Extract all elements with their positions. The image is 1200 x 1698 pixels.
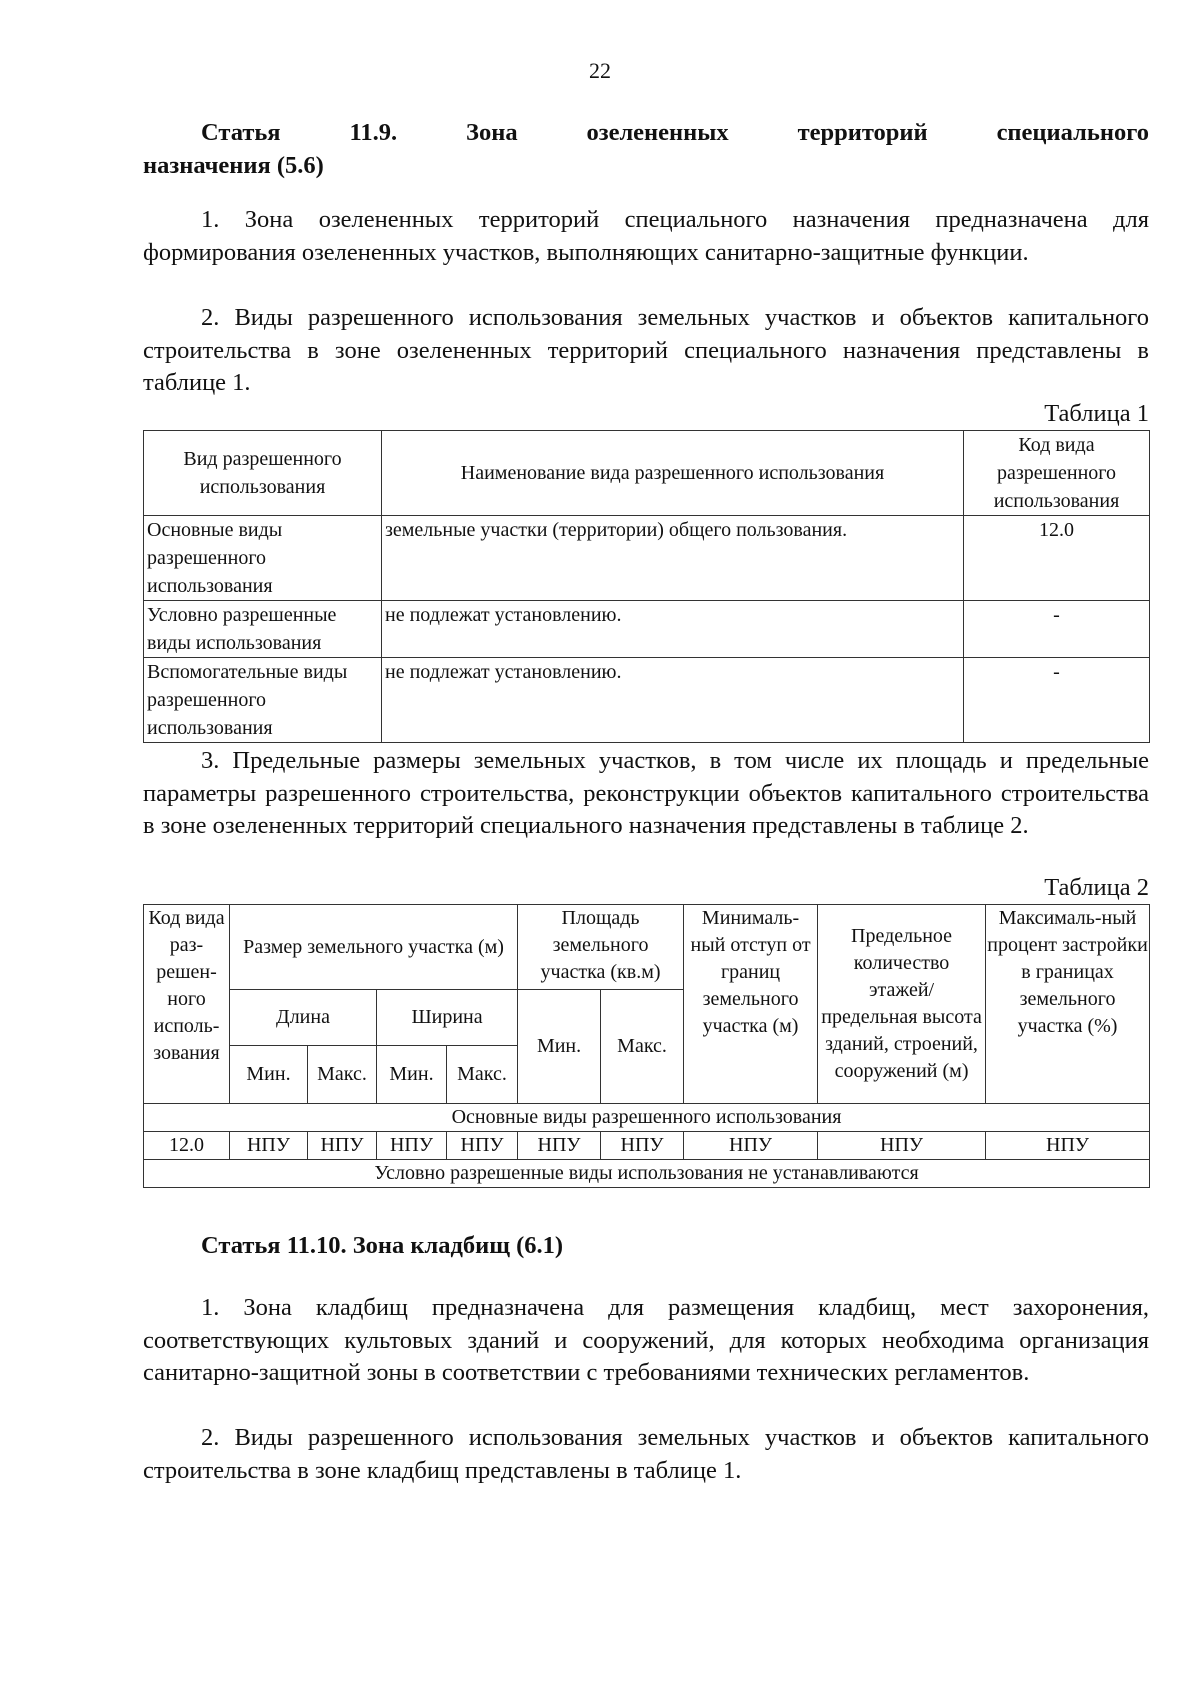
table-header-row <box>144 905 1150 990</box>
title-word: 11.9. <box>349 119 398 146</box>
table-cell: НПУ <box>447 1132 518 1160</box>
table-cell: НПУ <box>230 1132 308 1160</box>
article-11-9-paragraph-1: 1. Зона озелененных территорий специального назначения предназначена для формирования озелененных участков, выполняющих санитарно-защитные функции. <box>143 206 1149 266</box>
table-cell: - <box>964 658 1150 743</box>
table-cell: НПУ <box>377 1132 447 1160</box>
table-cell: НПУ <box>684 1132 818 1160</box>
table-cell: 12.0 <box>964 516 1150 601</box>
table-cell: НПУ <box>601 1132 684 1160</box>
header-cell: Мин. <box>377 1046 447 1104</box>
table-cell: 12.0 <box>144 1132 230 1160</box>
header-cell: Предельное количество этажей/ предельная высота зданий, строений, сооружений (м) <box>818 905 986 1104</box>
header-cell: Вид разрешенного использования <box>144 431 382 516</box>
header-cell: Макс. <box>601 990 684 1104</box>
header-cell: Наименование вида разрешенного использования <box>382 431 964 516</box>
header-cell: Мин. <box>518 990 601 1104</box>
table-header-row <box>144 431 1150 516</box>
header-cell: Длина <box>230 990 377 1046</box>
article-11-10-title: Статья 11.10. Зона кладбищ (6.1) <box>201 1232 564 1259</box>
header-cell: Макс. <box>308 1046 377 1104</box>
title-word: территорий <box>797 119 928 146</box>
table-cell: НПУ <box>518 1132 601 1160</box>
header-cell: Код вида раз-решен-ного исполь-зования <box>144 905 230 1104</box>
title-word: Зона <box>466 119 518 146</box>
table-section-row <box>144 1160 1150 1188</box>
header-cell: Мин. <box>230 1046 308 1104</box>
article-11-10-paragraph-2: 2. Виды разрешенного использования земельных участков и объектов капитального строительства в зоне кладбищ представлены в таблице 1. <box>143 1424 1149 1484</box>
table-1-caption: Таблица 1 <box>1044 400 1149 427</box>
table-cell: - <box>964 601 1150 658</box>
header-cell: Макс. <box>447 1046 518 1104</box>
title-word: Статья <box>201 119 281 146</box>
article-11-9-paragraph-3: 3. Предельные размеры земельных участков, в том числе их площадь и предельные параметры разрешенного строительства, реконструкции объектов капитального строительства в зоне озелененных территорий специального назначения представлены в таблице 2. <box>143 747 1149 839</box>
table-row <box>144 601 1150 658</box>
header-cell: Максималь-ный процент застройки в границах земельного участка (%) <box>986 905 1150 1104</box>
table-row <box>144 516 1150 601</box>
table-2 <box>143 904 1150 1188</box>
table-cell: земельные участки (территории) общего пользования. <box>382 516 964 601</box>
article-11-9-title <box>143 116 1149 182</box>
page-number: 22 <box>589 58 611 83</box>
table-1 <box>143 430 1150 743</box>
header-cell: Ширина <box>377 990 518 1046</box>
table-cell: НПУ <box>986 1132 1150 1160</box>
table-cell: Вспомогательные виды разрешенного использования <box>144 658 382 743</box>
title-line-2: назначения (5.6) <box>143 152 324 179</box>
section-cell: Условно разрешенные виды использования не устанавливаются <box>144 1160 1150 1188</box>
table-cell: НПУ <box>308 1132 377 1160</box>
title-word: специального <box>996 119 1149 146</box>
header-cell: Код вида разрешенного использования <box>964 431 1150 516</box>
table-cell: НПУ <box>818 1132 986 1160</box>
table-cell: Условно разрешенные виды использования <box>144 601 382 658</box>
table-cell: не подлежат установлению. <box>382 601 964 658</box>
header-cell: Размер земельного участка (м) <box>230 905 518 990</box>
table-cell: Основные виды разрешенного использования <box>144 516 382 601</box>
table-section-row <box>144 1104 1150 1132</box>
table-2-caption: Таблица 2 <box>1044 874 1149 901</box>
section-cell: Основные виды разрешенного использования <box>144 1104 1150 1132</box>
table-row <box>144 1132 1150 1160</box>
header-cell: Минималь-ный отступ от границ земельного участка (м) <box>684 905 818 1104</box>
table-row <box>144 658 1150 743</box>
header-cell: Площадь земельного участка (кв.м) <box>518 905 684 990</box>
title-word: озелененных <box>586 119 729 146</box>
article-11-9-paragraph-2: 2. Виды разрешенного использования земельных участков и объектов капитального строительства в зоне озелененных территорий специального назначения представлены в таблице 1. <box>143 304 1149 396</box>
table-cell: не подлежат установлению. <box>382 658 964 743</box>
article-11-10-paragraph-1: 1. Зона кладбищ предназначена для размещения кладбищ, мест захоронения, соответствующих культовых зданий и сооружений, для которых необходима организация санитарно-защитной зоны в соответствии с требованиями технических регламентов. <box>143 1294 1149 1386</box>
